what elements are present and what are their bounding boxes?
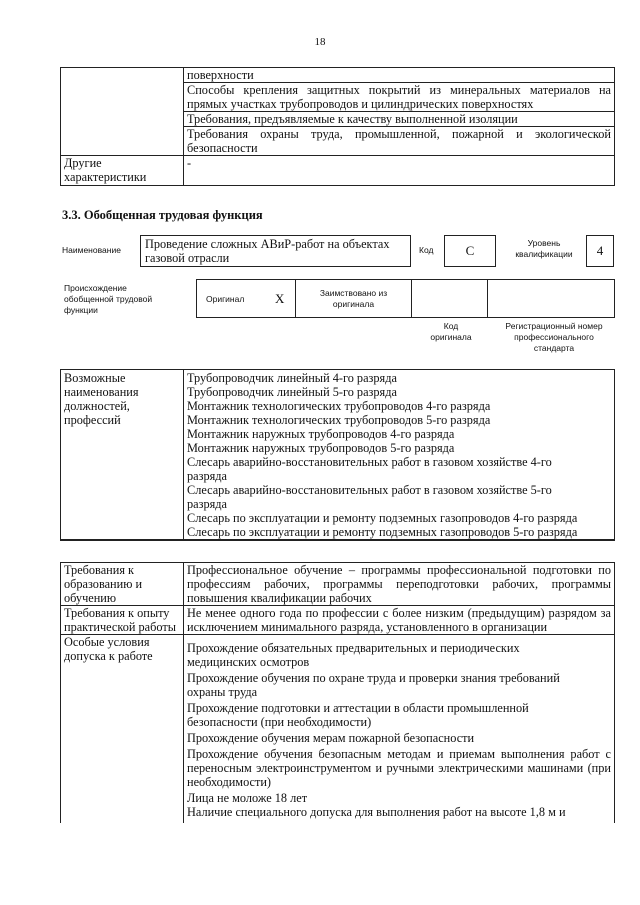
- list-item: Прохождение обязательных предварительных и периодических медицинских осмотров: [187, 641, 520, 669]
- code-caption: Код оригинала: [430, 321, 472, 342]
- list-item: Трубопроводчик линейный 5-го разряда: [187, 385, 397, 399]
- experience-value: Не менее одного года по профессии с более низким (предыдущим) разрядом за исключением минимального разряда, установленного в организации: [184, 606, 615, 635]
- table-row: [61, 606, 615, 635]
- level-value-box: 4: [586, 235, 614, 267]
- origin-code-cell: [411, 279, 488, 318]
- other-characteristics-label: Другие характеристики: [61, 156, 184, 186]
- section-title: 3.3. Обобщенная трудовая функция: [62, 208, 263, 222]
- original-mark: X: [275, 291, 285, 306]
- table-cell: Способы крепления защитных покрытий из минеральных материалов на прямых участках трубопроводов и цилиндрических поверхностях: [184, 83, 615, 112]
- positions-list: [184, 370, 615, 541]
- code-label: Код: [419, 245, 434, 255]
- top-table: [60, 67, 615, 186]
- education-label: Требования к образованию и обучению: [61, 563, 184, 606]
- page-number: 18: [314, 36, 326, 48]
- list-item: Прохождение подготовки и аттестации в области промышленной безопасности (при необходимости): [187, 701, 529, 729]
- list-item: Слесарь аварийно-восстановительных работ в газовом хозяйстве 4-го разряда: [187, 455, 552, 483]
- list-item: Монтажник технологических трубопроводов 4-го разряда: [187, 399, 491, 413]
- admission-label: Особые условия допуска к работе: [61, 635, 184, 824]
- list-item: Трубопроводчик линейный 4-го разряда: [187, 371, 397, 385]
- table-row: [61, 563, 615, 606]
- table-cell-empty: [61, 68, 184, 156]
- experience-label: Требования к опыту практической работы: [61, 606, 184, 635]
- list-item: Наличие специального допуска для выполнения работ на высоте 1,8 м и: [187, 805, 566, 819]
- table-row: [61, 68, 615, 83]
- table-cell: Требования охраны труда, промышленной, пожарной и экологической безопасности: [184, 127, 615, 156]
- list-item: Прохождение обучения по охране труда и проверки знания требований охраны труда: [187, 671, 560, 699]
- origin-reg-number-cell: [487, 279, 615, 318]
- other-characteristics-value: -: [184, 156, 615, 186]
- table-cell: Требования, предъявляемые к качеству выполненной изоляции: [184, 112, 615, 127]
- table-cell: поверхности: [184, 68, 615, 83]
- table-row: [61, 156, 615, 186]
- origin-label: Происхождение обобщенной трудовой функции: [64, 283, 153, 315]
- positions-table: [60, 369, 615, 541]
- list-item: Монтажник технологических трубопроводов 5-го разряда: [187, 413, 491, 427]
- education-value: Профессиональное обучение – программы профессиональной подготовки по профессиям рабочих, программы переподготовки рабочих, программы повышения квалификации рабочих: [184, 563, 615, 606]
- list-item: Лица не моложе 18 лет: [187, 791, 308, 805]
- requirements-table: [60, 562, 615, 823]
- list-item: Слесарь по эксплуатации и ремонту подземных газопроводов 4-го разряда: [187, 511, 578, 525]
- code-value-box: C: [444, 235, 496, 267]
- table-row: [61, 635, 615, 824]
- table-row: [61, 370, 615, 541]
- list-item: Монтажник наружных трубопроводов 4-го разряда: [187, 427, 455, 441]
- positions-label: Возможные наименования должностей, профессий: [61, 370, 184, 541]
- list-item: Слесарь по эксплуатации и ремонту подземных газопроводов 5-го разряда: [187, 525, 578, 539]
- list-item: Прохождение обучения мерам пожарной безопасности: [187, 731, 475, 745]
- list-item: Монтажник наружных трубопроводов 5-го разряда: [187, 441, 455, 455]
- level-label: Уровень квалификации: [515, 238, 573, 259]
- name-value-box: Проведение сложных АВиР-работ на объектах газовой отрасли: [140, 235, 411, 267]
- reg-number-caption: Регистрационный номер профессионального стандарта: [505, 321, 603, 353]
- name-label: Наименование: [62, 245, 121, 255]
- origin-borrowed-cell: Заимствовано из оригинала: [295, 279, 412, 318]
- list-item: Прохождение обучения безопасным методам и приемам выполнения работ с переносным электроинструментом и ручными электрическими машинами (при необходимости): [187, 747, 611, 789]
- list-item: Слесарь аварийно-восстановительных работ в газовом хозяйстве 5-го разряда: [187, 483, 552, 511]
- origin-original-cell: Оригинал X: [196, 279, 296, 318]
- admission-list: [184, 635, 615, 824]
